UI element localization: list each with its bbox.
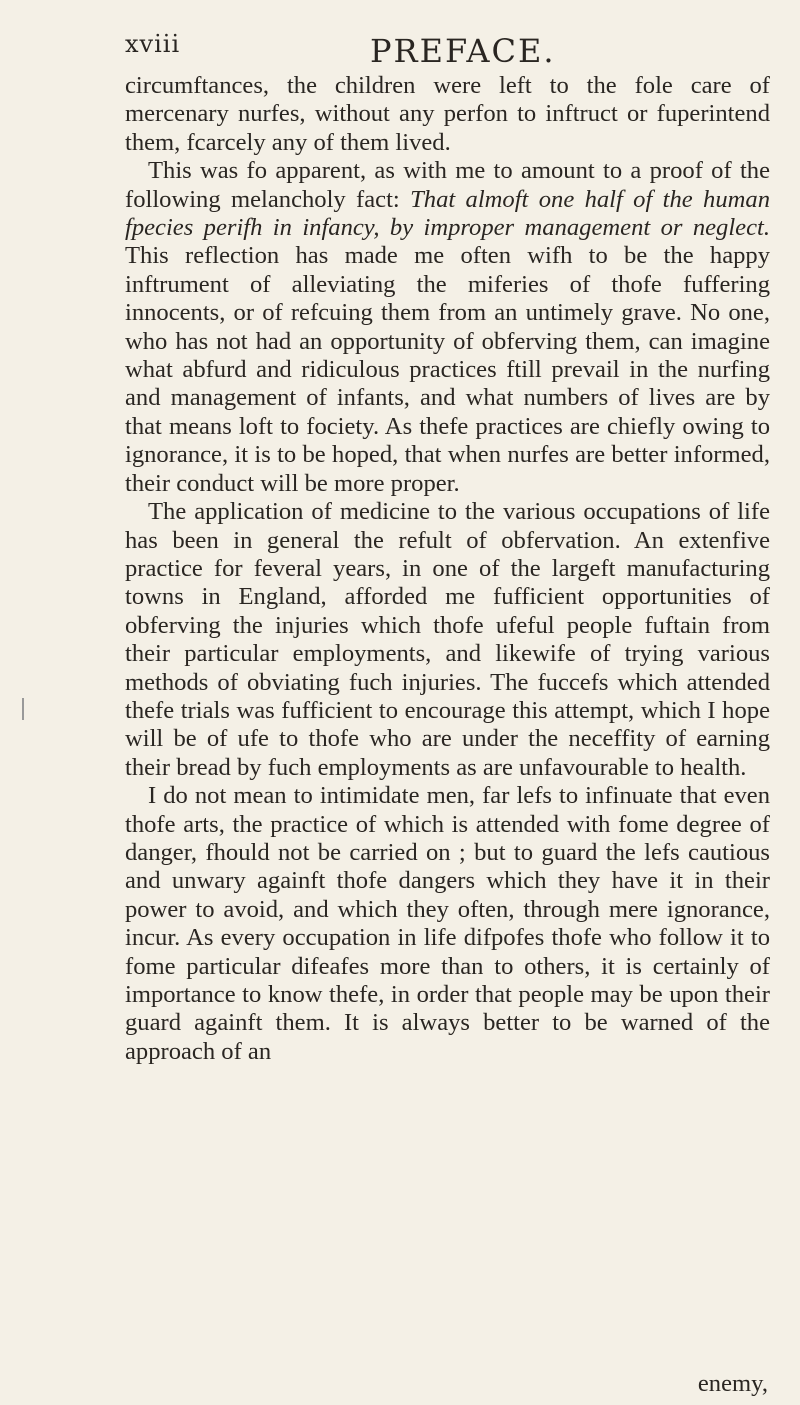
paragraph-3 (125, 498, 770, 782)
paragraph-2 (125, 157, 770, 498)
paragraph-4 (125, 782, 770, 1066)
paragraph-1 (125, 72, 770, 157)
catchword: enemy, (697, 1370, 768, 1397)
page-number: xviii (125, 30, 181, 58)
paragraph-2-before: This was fo apparent, as with me to amount to a proof of the following melancholy fact: (125, 157, 770, 213)
paragraph-4-text: I do not mean to intimidate men, far lefs to infinuate that even thofe arts, the practice of which is attended with fome degree of danger, fhould not be carried on ; but to guard the lefs cautious and unwary againft thofe dangers which they have it in their power to avoid, and which they often, through mere ignorance, incur. As every occupation in life difpofes thofe who follow it to fome particular difeafes more than to others, it is certainly of importance to know thefe, in order that people may be upon their guard againft them. It is always better to be warned of the approach of an (125, 782, 770, 1065)
paragraph-1-text: circumftances, the children were left to the fole care of mercenary nurfes, without any perfon to inftruct or fuperintend them, fcarcely any of them lived. (125, 72, 770, 156)
paragraph-2-after: This reflection has made me often wifh to be the happy inftrument of alleviating the miferies of thofe fuffering innocents, or of refcuing them from an untimely grave. No one, who has not had an opportunity of obferving them, can imagine what abfurd and ridiculous practices ftill prevail in the nurfing and management of infants, and what numbers of lives are by that means loft to fociety. As thefe practices are chiefly owing to ignorance, it is to be hoped, that when nurfes are better informed, their conduct will be more proper. (125, 242, 770, 497)
margin-mark (22, 698, 32, 720)
paragraph-2-italic: That almoft one half of the human fpecies perifh in infancy, by improper management or neglect. (125, 185, 770, 242)
running-head: PREFACE. (370, 32, 556, 70)
body-text (125, 72, 770, 1066)
paragraph-3-text: The application of medicine to the various occupations of life has been in general the refult of obfervation. An extenfive practice for feveral years, in one of the largeft manufacturing towns in England, afforded me fufficient opportunities of obferving the injuries which thofe ufeful people fuftain from their particular employments, and likewife of trying various methods of obviating fuch injuries. The fuccefs which attended thefe trials was fufficient to encourage this attempt, which I hope will be of ufe to thofe who are under the neceffity of earning their bread by fuch employments as are unfavourable to health. (125, 498, 770, 781)
